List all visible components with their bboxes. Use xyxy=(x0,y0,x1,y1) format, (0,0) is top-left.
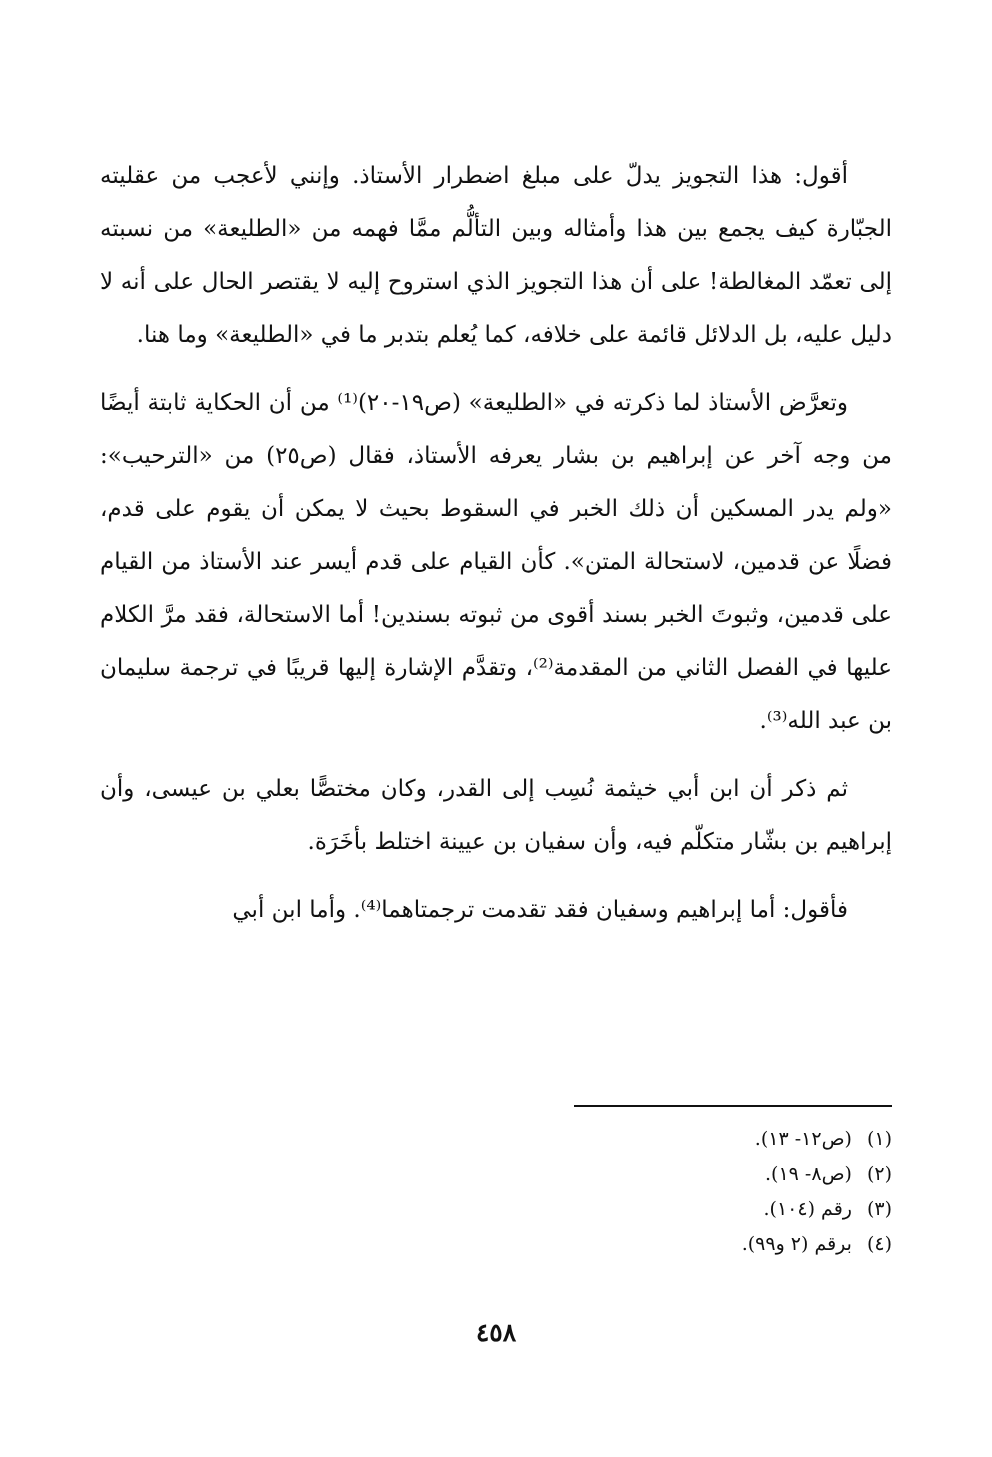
paragraph-1: أقول: هذا التجويز يدلّ على مبلغ اضطرار الأستاذ. وإنني لأعجب من عقليته الجبّارة كيف يجمع بين هذا وأمثاله وبين التألُّم ممَّا فهمه من «الطليعة» من نسبته إلى تعمّد المغالطة! على أن هذا التجويز الذي استروح إليه لا يقتصر الحال على أنه لا دليل عليه، بل الدلائل قائمة على خلافه، كما يُعلم بتدبر ما في «الطليعة» وما هنا. xyxy=(100,163,892,348)
paragraph-4: فأقول: أما إبراهيم وسفيان فقد تقدمت ترجمتاهما⁽⁴⁾. وأما ابن أبي xyxy=(232,897,848,923)
footnote-text: (ص٨- ١٩). xyxy=(765,1163,852,1185)
footnote-3 xyxy=(192,1192,892,1227)
footnote-text: رقم (١٠٤). xyxy=(763,1198,852,1220)
footnote-2 xyxy=(192,1157,892,1192)
footnote-text: (ص١٢- ١٣). xyxy=(754,1128,852,1150)
footnote-text: برقم (٢ و٩٩). xyxy=(741,1233,852,1255)
footnote-separator xyxy=(574,1105,892,1107)
page-number: ٤٥٨ xyxy=(475,1318,517,1347)
footnote-1 xyxy=(192,1122,892,1157)
footnote-4 xyxy=(192,1227,892,1262)
paragraph-2: وتعرَّض الأستاذ لما ذكرته في «الطليعة» (ص١٩-٢٠)⁽¹⁾ من أن الحكاية ثابتة أيضًا من وجه آخر عن إبراهيم بن بشار يعرفه الأستاذ، فقال (ص٢٥) من «الترحيب»: «ولم يدر المسكين أن ذلك الخبر في السقوط بحيث لا يمكن أن يقوم على قدم، فضلًا عن قدمين، لاستحالة المتن». كأن القيام على قدم أيسر عند الأستاذ من القيام على قدمين، وثبوتَ الخبر بسند أقوى من ثبوته بسندين! أما الاستحالة، فقد مرَّ الكلام عليها في الفصل الثاني من المقدمة⁽²⁾، وتقدَّم الإشارة إليها قريبًا في ترجمة سليمان بن عبد الله⁽³⁾. xyxy=(100,390,893,734)
footnote-number: (١) xyxy=(866,1128,892,1150)
footnote-number: (٤) xyxy=(866,1233,892,1255)
footnote-number: (٢) xyxy=(866,1163,892,1185)
paragraph-3: ثم ذكر أن ابن أبي خيثمة نُسِب إلى القدر، وكان مختصًّا بعلي بن عيسى، وأن إبراهيم بن بشّار متكلّم فيه، وأن سفيان بن عيينة اختلط بأخَرَة. xyxy=(100,776,892,855)
footnotes-list xyxy=(192,1122,892,1262)
footnote-number: (٣) xyxy=(866,1198,892,1220)
page-body xyxy=(100,150,892,937)
